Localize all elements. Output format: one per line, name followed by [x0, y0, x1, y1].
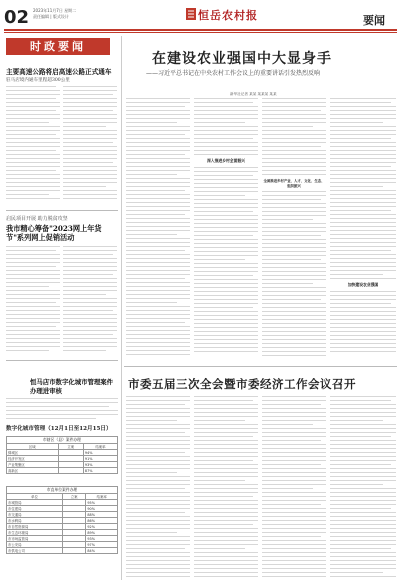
- table2-grid: [6, 493, 118, 554]
- table-row: 市水利局 86%: [7, 518, 118, 524]
- table2: [6, 486, 118, 554]
- table-row: 市生态环境局 89%: [7, 530, 118, 536]
- table1-grid: [6, 443, 118, 474]
- table-row: 市自然资源局 92%: [7, 524, 118, 530]
- article1-body: [6, 86, 60, 204]
- table-row: 市住建局 90%: [7, 506, 118, 512]
- main-body-col4: [330, 98, 396, 360]
- table-row: 市城管局 95%: [7, 500, 118, 506]
- bottom-body-col3: [262, 396, 326, 580]
- main-body-col3: [262, 98, 326, 360]
- table-row: 市交通局 88%: [7, 512, 118, 518]
- main-subhead-1: 深入推进乡村全面振兴: [207, 158, 245, 163]
- article2-body: [6, 246, 60, 356]
- paper-logo-icon: [185, 7, 197, 21]
- bottom-body-col1: [126, 396, 190, 580]
- article2-body-col2: [63, 246, 117, 356]
- bottom-headline: 市委五届三次全会暨市委经济工作会议召开: [128, 377, 356, 391]
- paper-name: 恒岳农村报: [198, 9, 258, 22]
- table1-caption: 市辖区（县）案件办理: [6, 436, 118, 443]
- table-row: 单位 立案 结案率: [7, 494, 118, 500]
- main-subhead-2: 全面推进乡村产业、人才、文化、生态、组织振兴: [263, 179, 325, 188]
- section-banner: 时政要闻: [6, 38, 110, 55]
- article2-kicker: 启民项目开展 助力脱贫攻坚: [6, 216, 68, 222]
- section-label: 要闻: [363, 14, 385, 27]
- main-body-col2: [194, 98, 258, 360]
- article3-title: 恒马店市数字化城市管理案件办理进审核: [30, 378, 114, 395]
- table-row: 市市场监管局 93%: [7, 536, 118, 542]
- article1-body-col2: [63, 86, 117, 204]
- bottom-body-col2: [194, 396, 258, 580]
- main-byline: 新华社记者 某某 某某某 某某: [230, 92, 277, 96]
- article3-body: [6, 398, 118, 420]
- header-rule-thin: [4, 32, 397, 33]
- page-number: 02: [4, 7, 30, 28]
- bottom-body-col4: [330, 396, 396, 580]
- article1-subtitle: 驻马店境内通车里程超300公里: [6, 78, 70, 83]
- main-body-col1: [126, 98, 190, 360]
- main-subheadline: ——习近平总书记在中央农村工作会议上的重要讲话引发热烈反响: [146, 70, 321, 77]
- main-headline: 在建设农业强国中大显身手: [152, 51, 332, 67]
- table-row: 产业集聚区 93%: [7, 462, 118, 468]
- article1-title: 主要高速公路将启高速公路正式通车: [6, 68, 112, 76]
- table-row: 市公安局 97%: [7, 542, 118, 548]
- table2-caption: 市直单位案件办理: [6, 486, 118, 493]
- divider: [6, 210, 118, 211]
- column-divider: [121, 36, 122, 580]
- main-subhead-3: 加快建设农业强国: [347, 282, 379, 287]
- divider: [124, 366, 397, 367]
- divider: [6, 360, 118, 361]
- table-row: 市供电公司 84%: [7, 548, 118, 554]
- table1: [6, 436, 118, 474]
- article2-title: 我市精心筹备"2023网上年货节"系列网上促销活动: [6, 224, 102, 242]
- table1-title: 数字化城市管理（12月1日至12月15日）: [6, 426, 112, 432]
- masthead: [0, 0, 401, 28]
- issue-date: 2023年11月7日 星期二 责任编辑 | 版式设计: [33, 8, 77, 19]
- table-row: 驿城区 94%: [7, 450, 118, 456]
- table-row: 高新区 87%: [7, 468, 118, 474]
- table-row: 区域 立案 结案率: [7, 444, 118, 450]
- table-row: 经济开发区 91%: [7, 456, 118, 462]
- header-rule: [4, 29, 397, 31]
